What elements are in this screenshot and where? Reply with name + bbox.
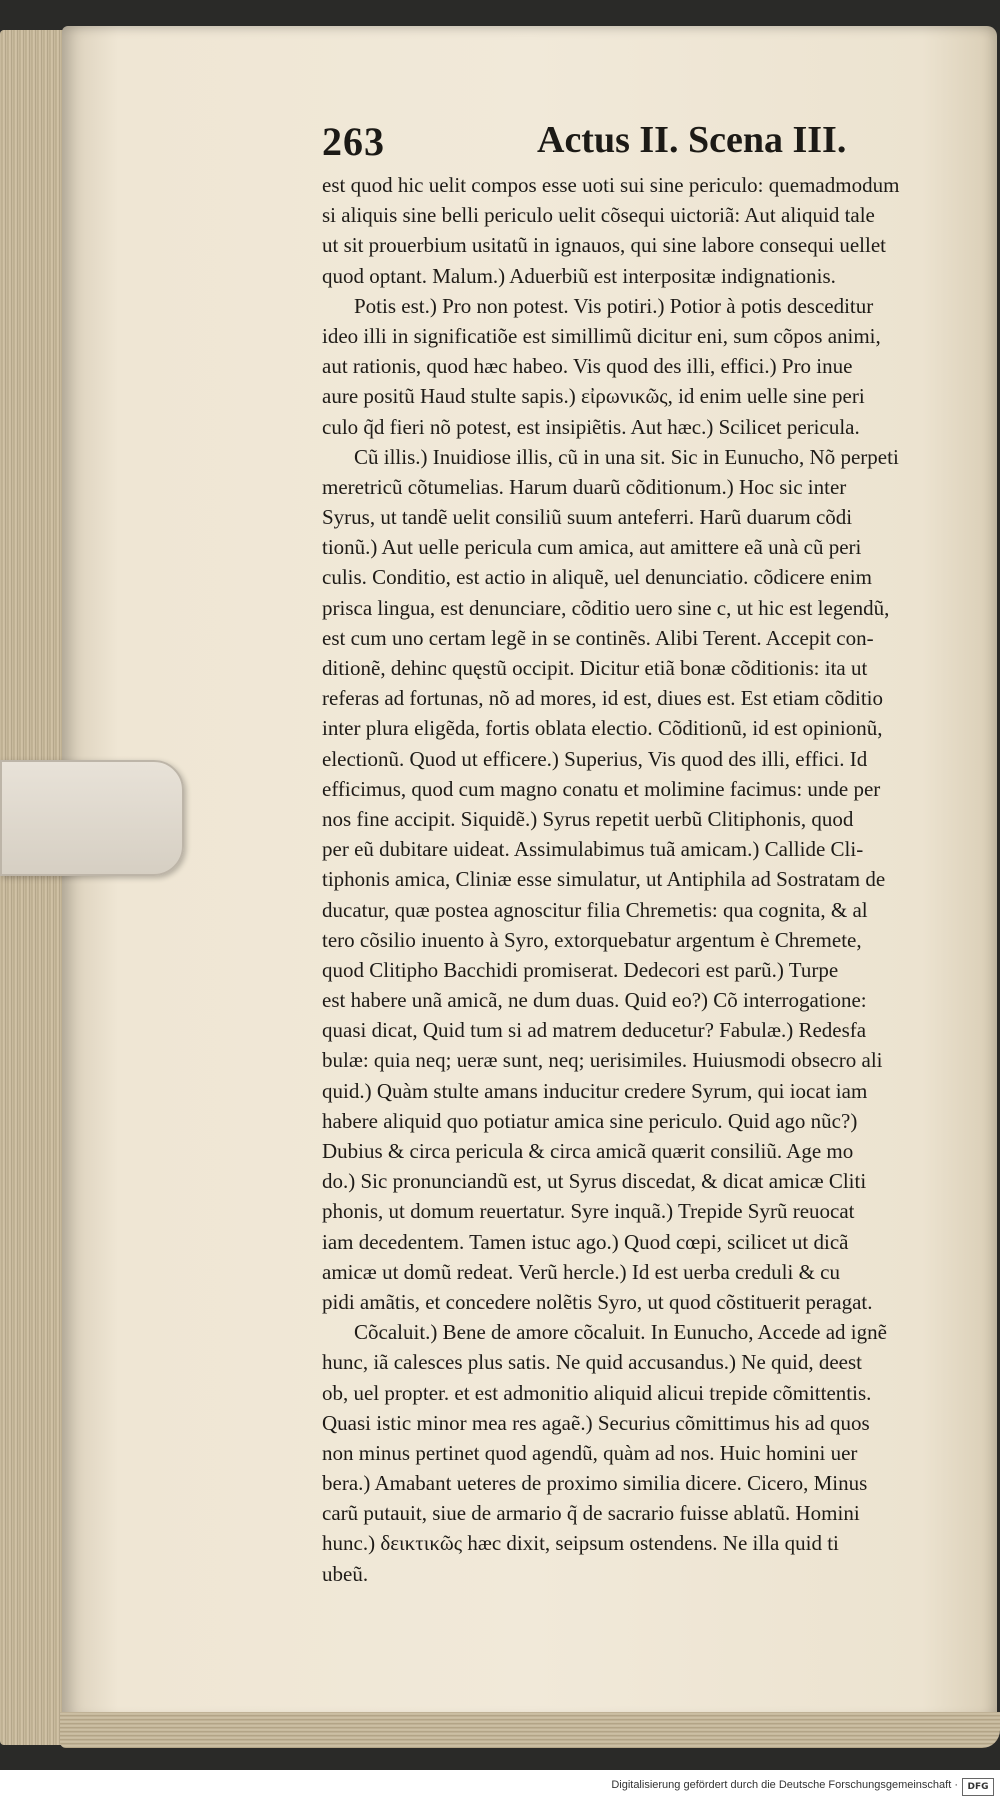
text-line: tero cõsilio inuento à Syro, extorquebatur argentum è Chremete, (322, 927, 862, 952)
text-line: quid.) Quàm stulte amans inducitur credere Syrum, qui iocat iam (322, 1078, 868, 1103)
text-line: ideo illi in significatiõe est simillimũ dicitur eni, sum cõpos animi, (322, 323, 881, 348)
text-line: aut rationis, quod hæc habeo. Vis quod des illi, effici.) Pro inue (322, 354, 853, 379)
text-line: ducatur, quæ postea agnoscitur filia Chremetis: qua cognita, & al (322, 897, 868, 922)
commentary-text (322, 170, 987, 1589)
text-line: est habere unã amicã, ne dum duas. Quid eo?) Cõ interrogatione: (322, 988, 867, 1013)
dfg-logo-icon: DFG (962, 1778, 994, 1796)
text-line: nos fine accipit. Siquidẽ.) Syrus repetit uerbũ Clitiphonis, quod (322, 806, 854, 831)
text-line: non minus pertinet quod agendũ, quàm ad nos. Huic homini uer (322, 1440, 858, 1465)
text-line: hunc, iã calesces plus satis. Ne quid accusandus.) Ne quid, deest (322, 1350, 863, 1375)
text-line: referas ad fortunas, nõ ad mores, id est, diues est. Est etiam cõditio (322, 686, 884, 711)
text-line: iam decedentem. Tamen istuc ago.) Quod cœpi, scilicet ut dicã (322, 1229, 849, 1254)
text-line: carũ putauit, siue de armario q̃ de sacrario fuisse ablatũ. Homini (322, 1501, 860, 1526)
text-line: ditionẽ, dehinc quęstũ occipit. Dicitur etiã bonæ cõditionis: ita ut (322, 656, 868, 680)
text-line: efficimus, quod cum magno conatu et molimine facimus: unde per (322, 776, 881, 801)
text-line: tiphonis amica, Cliniæ esse simulatur, ut Antiphila ad Sostratam de (322, 867, 886, 892)
text-line: meretricũ cõtumelias. Harum duarũ cõditionum.) Hoc sic inter (322, 474, 847, 499)
text-line: bera.) Amabant ueteres de proximo similia dicere. Cicero, Minus (322, 1471, 868, 1496)
funding-credit: Digitalisierung gefördert durch die Deutsche Forschungsgemeinschaft · (611, 1779, 958, 1791)
text-line: Dubius & circa pericula & circa amicã quærit consiliũ. Age mo (322, 1139, 854, 1163)
text-line: prisca lingua, est denunciare, cõditio uero sine c, ut hic est legendũ, (322, 595, 890, 620)
text-line: culo q̃d fieri nõ potest, est insipiẽtis. Aut hæc.) Scilicet pericula. (322, 414, 860, 439)
text-line: electionũ. Quod ut efficere.) Superius, Vis quod des illi, effici. Id (322, 746, 868, 771)
text-line: si aliquis sine belli periculo uelit cõsequi uictoriã: Aut aliquid tale (322, 203, 875, 228)
page-header (322, 118, 962, 168)
text-line: ubeũ. (322, 1561, 369, 1586)
page-clamp (0, 760, 184, 876)
text-line: pidi amãtis, et concedere nolẽtis Syro, ut quod cõstituerit peragat. (322, 1289, 873, 1314)
text-line: Quasi istic minor mea res agaẽ.) Securius cõmittimus his ad quos (322, 1410, 870, 1435)
text-line: Syrus, ut tandẽ uelit consiliũ suum anteferri. Harũ duarum cõdi (322, 505, 853, 530)
text-line: Cũ illis.) Inuidiose illis, cũ in una sit. Sic in Eunucho, Nõ perpeti (354, 444, 899, 469)
text-line: culis. Conditio, est actio in aliquẽ, uel denunciatio. cõdicere enim (322, 565, 872, 590)
text-line: tionũ.) Aut uelle pericula cum amica, aut amittere eã unà cũ peri (322, 535, 862, 560)
text-line: quod Clitipho Bacchidi promiserat. Dedecori est parũ.) Turpe (322, 957, 839, 982)
text-line: Potis est.) Pro non potest. Vis potiri.) Potior à potis desceditur (354, 293, 874, 318)
text-line: hunc.) δεικτικῶς hæc dixit, seipsum ostendens. Ne illa quid ti (322, 1531, 839, 1556)
text-line: Cõcaluit.) Bene de amore cõcaluit. In Eunucho, Accede ad ignẽ (354, 1320, 887, 1345)
text-line: per eũ dubitare uideat. Assimulabimus tuã amicam.) Callide Cli- (322, 837, 864, 862)
text-line: est quod hic uelit compos esse uoti sui sine periculo: quemadmodum (322, 173, 900, 197)
running-head: Actus II. Scena III. (537, 119, 847, 161)
text-line: do.) Sic pronunciandũ est, ut Syrus discedat, & dicat amicæ Cliti (322, 1169, 867, 1194)
text-line: ut sit prouerbium usitatũ in ignauos, qui sine labore consequi uellet (322, 233, 886, 258)
text-line: bulæ: quia neq; ueræ sunt, neq; uerisimiles. Huiusmodi obsecro ali (322, 1048, 883, 1073)
page-number: 263 (322, 119, 385, 164)
text-line: habere aliquid quo potiatur amica sine periculo. Quid ago nũc?) (322, 1108, 858, 1133)
text-line: amicæ ut domũ redeat. Verũ hercle.) Id est uerba creduli & cu (322, 1259, 840, 1284)
text-line: ob, uel propter. et est admonitio aliquid alicui trepide cõmittentis. (322, 1380, 872, 1405)
text-line: quasi dicat, Quid tum si ad matrem deducetur? Fabulæ.) Redesfa (322, 1018, 867, 1043)
footer-bar (0, 1772, 1000, 1802)
text-line: quod optant. Malum.) Aduerbiũ est interpositæ indignationis. (322, 263, 836, 288)
text-line: est cum uno certam legẽ in se continẽs. Alibi Terent. Accepit con- (322, 625, 874, 650)
text-line: phonis, ut domum reuertatur. Syre inquã.) Trepide Syrũ reuocat (322, 1199, 855, 1224)
page-stack-bottom (60, 1712, 1000, 1748)
text-line: inter plura eligẽda, fortis oblata electio. Cõditionũ, id est opinionũ, (322, 716, 883, 741)
text-line: aure positũ Haud stulte sapis.) εἰρωνικῶς, id enim uelle sine peri (322, 384, 865, 409)
